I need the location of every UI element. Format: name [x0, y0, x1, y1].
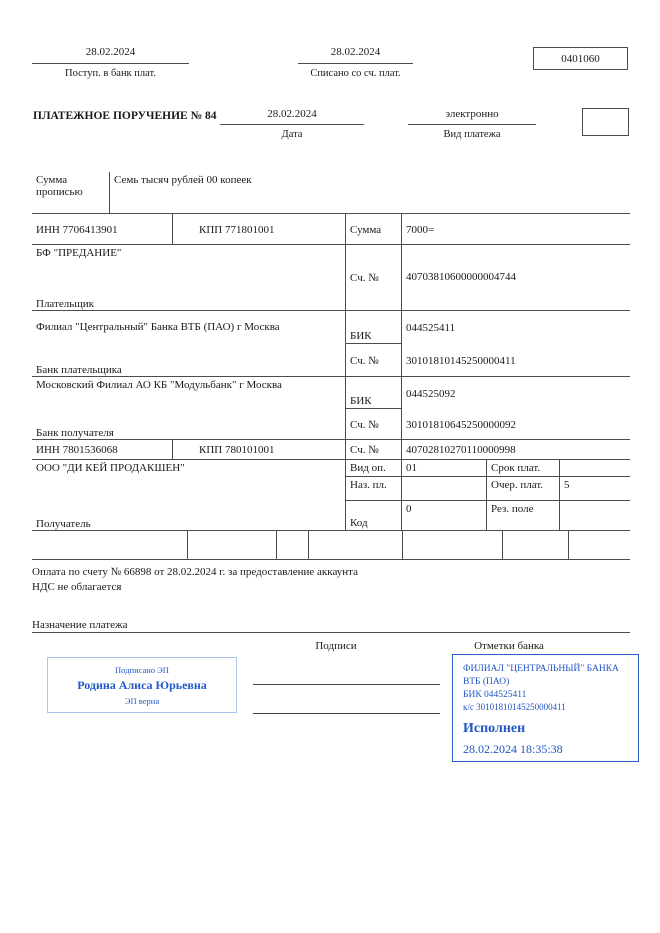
payee-bank-label: Банк получателя	[36, 427, 114, 439]
payer-bank-bik-label: БИК	[346, 311, 402, 344]
payer-bank-label: Банк плательщика	[36, 364, 122, 376]
payee-bank-name: Московский Филиал АО КБ "Модульбанк" г Москва	[36, 379, 282, 391]
execution-status: Исполнен	[463, 720, 526, 736]
signatures-label: Подписи	[315, 640, 357, 652]
payment-kind-field	[408, 108, 536, 125]
payee-kpp: КПП 780101001	[173, 440, 346, 459]
payer-inn: ИНН 7706413901	[32, 214, 173, 244]
code-label: Код	[346, 501, 402, 530]
extra-field-6	[503, 531, 569, 559]
signature-line-1	[253, 684, 440, 685]
purpose-code-value	[402, 477, 487, 500]
debited-date-field	[298, 46, 413, 64]
signed-ep-label: Подписано ЭП	[115, 664, 169, 675]
sum-label: Сумма	[346, 214, 402, 244]
payer-bank-bik: 044525411	[406, 322, 456, 335]
e-signature-stamp	[47, 657, 237, 713]
bank-marks-label: Отметки банка	[474, 640, 544, 652]
payment-table	[32, 172, 630, 560]
extra-field-1	[32, 531, 188, 559]
bank-stamp-bik: БИК 044525411	[463, 689, 527, 700]
purpose-line-1: Оплата по счету № 66898 от 28.02.2024 г. за предоставление аккаунта	[32, 566, 358, 578]
payer-kpp: КПП 771801001	[173, 214, 346, 244]
payee-row	[32, 460, 630, 531]
status-code-box	[582, 108, 629, 136]
amount-in-words-row	[32, 172, 630, 214]
payer-label: Плательщик	[36, 298, 94, 310]
payee-bank-bik: 044525092	[406, 387, 456, 400]
purpose-line-2: НДС не облагается	[32, 581, 122, 593]
priority-label: Очер. плат.	[487, 477, 560, 500]
payee-inn-row	[32, 440, 630, 460]
extra-field-3	[277, 531, 309, 559]
received-date-label: Поступ. в банк плат.	[65, 68, 156, 79]
date-field	[220, 108, 364, 125]
extra-fields-row	[32, 531, 630, 560]
op-kind-value: 01	[402, 460, 487, 476]
payer-account-label: Сч. №	[346, 245, 402, 310]
sum-value: 7000=	[406, 223, 435, 236]
pay-term-label: Срок плат.	[487, 460, 560, 476]
payer-bank-name: Филиал "Центральный" Банка ВТБ (ПАО) г Москва	[36, 321, 280, 333]
priority-value: 5	[564, 479, 570, 491]
debited-date-label: Списано со сч. плат.	[310, 68, 401, 79]
bank-execution-stamp	[452, 654, 639, 762]
extra-field-2	[188, 531, 277, 559]
payee-name: ООО "ДИ КЕЙ ПРОДАКШЕН"	[36, 462, 185, 474]
payee-account: 40702810270110000998	[406, 444, 516, 456]
extra-field-5	[403, 531, 503, 559]
execution-datetime: 28.02.2024 18:35:38	[463, 742, 563, 757]
res-field-label: Рез. поле	[487, 501, 560, 530]
payee-inn: ИНН 7801536068	[32, 440, 173, 459]
res-field-value	[560, 501, 630, 530]
received-date-value: 28.02.2024	[85, 46, 136, 58]
form-code: 0401060	[561, 52, 600, 65]
bank-stamp-name-1: ФИЛИАЛ "ЦЕНТРАЛЬНЫЙ" БАНКА	[463, 664, 619, 674]
op-kind-label: Вид оп.	[346, 460, 402, 476]
payment-kind-value: электронно	[445, 108, 499, 120]
payee-bank-account-label: Сч. №	[346, 409, 402, 439]
date-label: Дата	[281, 129, 303, 140]
form-code-box	[533, 47, 628, 70]
bank-stamp-name-2: ВТБ (ПАО)	[463, 676, 510, 687]
amount-in-words-label: Сумма прописью	[32, 172, 110, 213]
debited-date-value: 28.02.2024	[330, 46, 381, 58]
payer-name: БФ "ПРЕДАНИЕ"	[36, 247, 122, 259]
payment-kind-label: Вид платежа	[443, 129, 501, 140]
ep-valid-label: ЭП верна	[124, 695, 160, 706]
payer-bank-account: 30101810145250000411	[406, 354, 516, 367]
received-date-field	[32, 46, 189, 64]
payee-bank-bik-label: БИК	[346, 377, 402, 409]
payment-purpose-label: Назначение платежа	[32, 619, 630, 633]
payer-inn-row	[32, 214, 630, 245]
document-title: ПЛАТЕЖНОЕ ПОРУЧЕНИЕ № 84	[33, 110, 217, 122]
payee-bank-account: 30101810645250000092	[406, 418, 516, 431]
signer-name: Родина Алиса Юрьевна	[77, 677, 207, 692]
purpose-code-label: Наз. пл.	[346, 477, 402, 500]
bank-stamp-corr-account: к/с 30101810145250000411	[463, 702, 566, 713]
payer-bank-row	[32, 311, 630, 377]
payee-account-label: Сч. №	[346, 440, 402, 459]
extra-field-4	[309, 531, 403, 559]
payee-label: Получатель	[36, 518, 91, 530]
payer-account: 40703810600000004744	[406, 271, 516, 283]
date-value: 28.02.2024	[267, 108, 317, 120]
pay-term-value	[560, 460, 630, 476]
signature-line-2	[253, 713, 440, 714]
payer-bank-account-label: Сч. №	[346, 344, 402, 376]
payer-row	[32, 245, 630, 311]
code-value: 0	[402, 501, 487, 530]
extra-field-7	[569, 531, 630, 559]
payment-purpose-text	[32, 565, 630, 595]
amount-in-words-value: Семь тысяч рублей 00 копеек	[114, 174, 252, 186]
payee-bank-row	[32, 377, 630, 440]
